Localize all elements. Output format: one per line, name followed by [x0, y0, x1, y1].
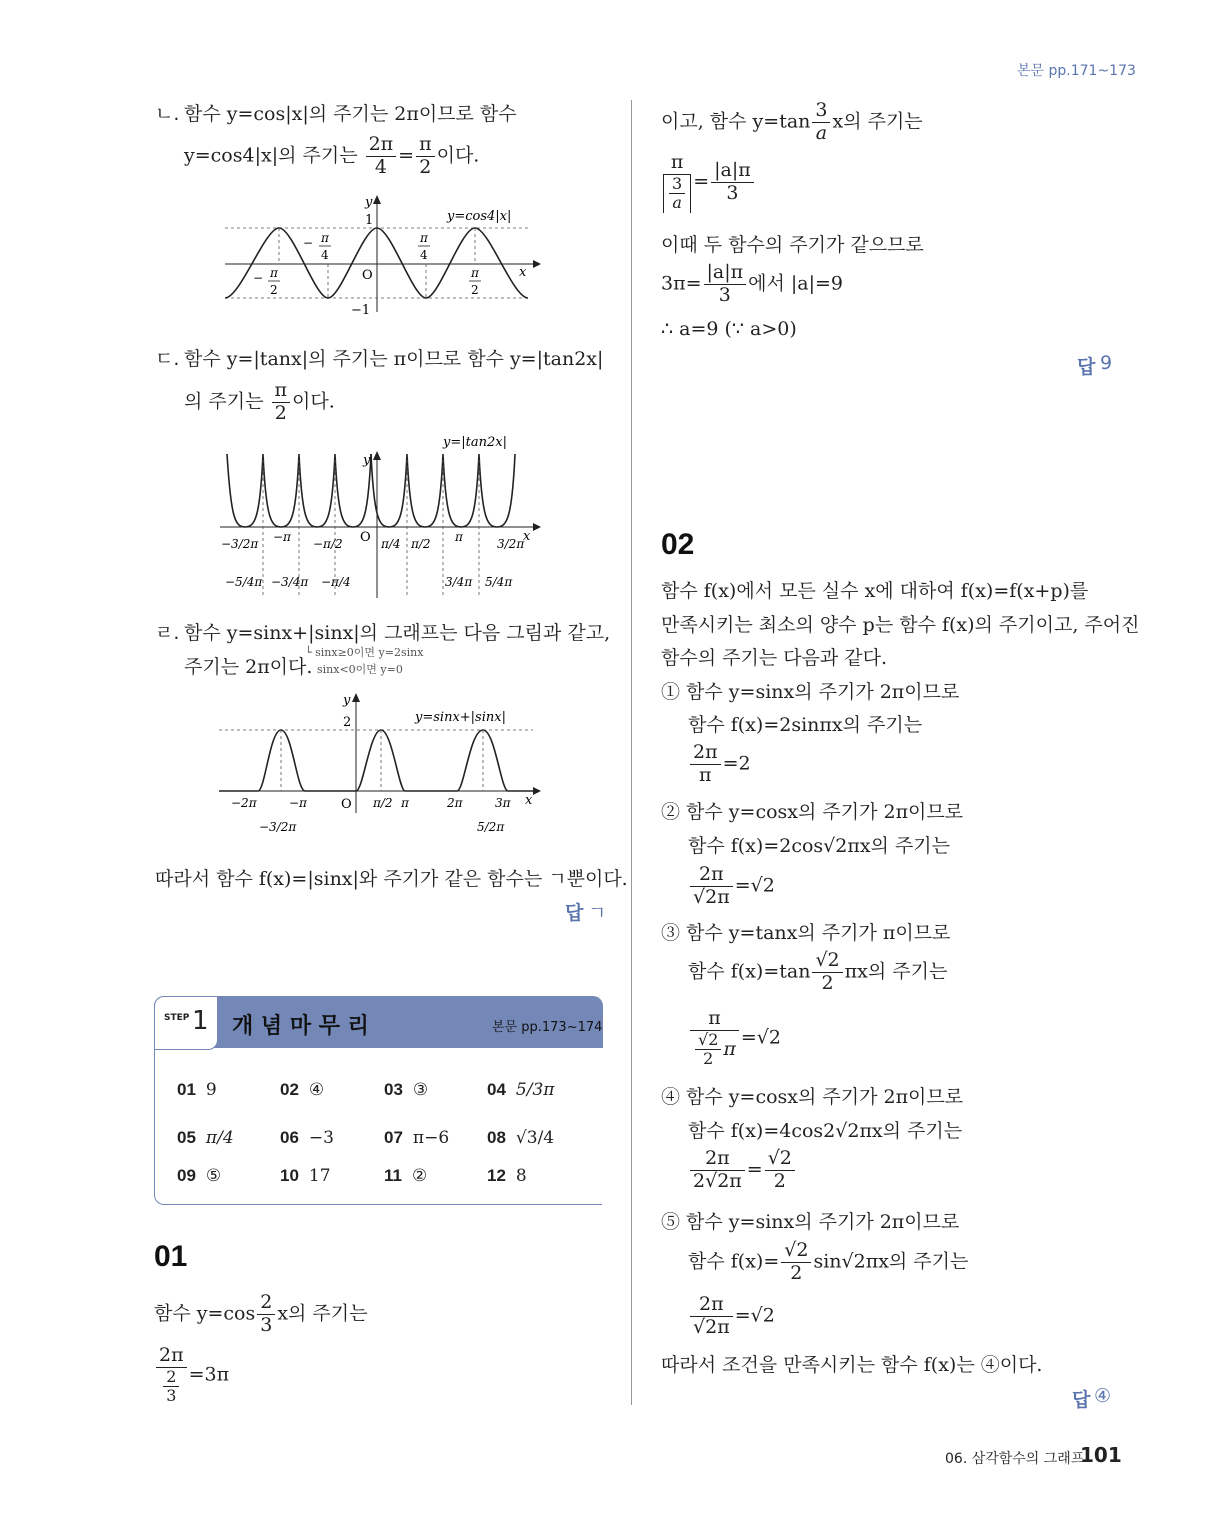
tick-den: 4: [321, 248, 329, 262]
fraction: [704, 262, 747, 307]
frac-num: 2π: [690, 864, 733, 887]
frac-num: π: [272, 380, 291, 403]
answer-item: [487, 1166, 527, 1186]
tick-label: −3/4π: [271, 575, 309, 589]
pi-symbol: π: [270, 266, 278, 280]
equals-sign: =: [398, 144, 415, 167]
right-same-period: 이때 두 함수의 주기가 같으므로: [661, 234, 924, 256]
fraction: [690, 1008, 739, 1069]
tick-label-2: 2: [343, 715, 352, 730]
frac-den: 2: [419, 155, 432, 178]
answer-no: 03: [384, 1080, 403, 1099]
nested-fraction: [669, 175, 685, 213]
tick-label: −5/4π: [225, 575, 263, 589]
answer-no: 09: [177, 1166, 196, 1185]
graph-cos4abs: [215, 192, 545, 322]
frac-num: |a|π: [704, 262, 747, 285]
p01-text-a: 함수 y=cos: [154, 1302, 256, 1325]
choice-2-line2: 함수 f(x)=2cos√2πx의 주기는: [688, 835, 951, 857]
text-b: πx의 주기는: [844, 960, 948, 983]
answer-item: [280, 1128, 334, 1148]
graph-sin-plus-abs-sin: [215, 688, 545, 850]
item-n-text-b: 이다.: [436, 144, 480, 167]
guide-lines: [281, 730, 483, 791]
step-title: 개 념 마 무 리: [232, 1014, 369, 1039]
frac-den: 3: [260, 1313, 273, 1336]
item-n-line2: [184, 134, 479, 179]
choice-1-line2: 함수 f(x)=2sinπx의 주기는: [688, 714, 923, 736]
result: =√2: [740, 1026, 781, 1049]
tick-label: −π: [289, 796, 307, 810]
p02-intro3: 함수의 주기는 다음과 같다.: [661, 647, 888, 669]
frac-num: 2: [257, 1292, 275, 1315]
step-number: 1: [192, 1006, 209, 1036]
frac-den: 3: [166, 1386, 177, 1406]
x-axis-arrow-icon: [533, 523, 541, 531]
item-d-label: ㄷ.: [155, 348, 180, 370]
fraction: [812, 100, 830, 145]
tick-den: 2: [270, 283, 278, 297]
frac-den: √2π: [693, 885, 730, 908]
frac-den: [663, 175, 691, 213]
frac-num: √2: [812, 950, 842, 973]
x-axis-label: x: [519, 265, 527, 280]
fraction: [812, 950, 842, 995]
frac-den: 3: [726, 181, 739, 204]
text-a: 함수 f(x)=tan: [688, 960, 811, 983]
problem-01-tag: 01: [154, 1240, 188, 1273]
fraction: [690, 742, 721, 787]
footer-chapter: 06. 삼각함수의 그래프: [945, 1451, 1085, 1467]
answer-item: [280, 1166, 331, 1186]
tick-label: −3/2π: [259, 820, 297, 834]
frac-num: √2: [781, 1240, 811, 1263]
y-axis-label: y: [365, 195, 373, 210]
x-axis-label: x: [523, 529, 531, 544]
item-n-line1: 함수 y=cos|x|의 주기는 2π이므로 함수: [184, 103, 517, 125]
right-eq2: [661, 262, 843, 307]
item-r-label: ㄹ.: [155, 622, 180, 644]
p02-intro2: 만족시키는 최소의 양수 p는 함수 f(x)의 주기이고, 주어진: [661, 614, 1140, 636]
frac-num: 3: [669, 175, 685, 194]
text-a: 함수 f(x)=: [688, 1250, 780, 1273]
choice-3-calc: [688, 1008, 781, 1069]
tick-label: −3/2π: [221, 537, 259, 551]
frac-num: √2: [765, 1148, 795, 1171]
y-axis-arrow-icon: [352, 693, 360, 702]
cont-text-a: 이고, 함수 y=tan: [661, 110, 811, 133]
tick-label: π: [401, 796, 409, 810]
curve-label: y=|tan2x|: [443, 435, 507, 450]
right-eq1: $\frac{\pi}{\frac{3}{a}}$ = $\frac{|a|\pi}{3}$: [661, 152, 756, 213]
frac-den: 2: [790, 1261, 803, 1284]
answer-val: −3: [308, 1128, 334, 1148]
frac-den: 3: [718, 283, 731, 306]
frac-num: π: [663, 152, 691, 175]
step1-body: [154, 1044, 602, 1205]
frac-num: 2π: [690, 1148, 745, 1171]
frac-num: 2π: [690, 1294, 733, 1317]
tick-label: 2π: [447, 796, 463, 810]
tick-label: −π: [273, 530, 291, 544]
frac-den: [156, 1368, 187, 1406]
answer-item: [177, 1080, 217, 1100]
tick-pi-over-2: [469, 266, 481, 297]
fraction: [765, 1148, 795, 1193]
answer-val: ②: [411, 1166, 428, 1186]
note-line1: └ sinx≥0이면 y=2sinx: [305, 646, 424, 659]
answer-item: [177, 1128, 234, 1148]
fraction: [690, 1148, 745, 1193]
answer-val: 5/3π: [515, 1080, 555, 1100]
choice-1-line1: ① 함수 y=sinx의 주기가 2π이므로: [661, 681, 960, 703]
answer-val: 9: [205, 1080, 217, 1100]
answer-no: 06: [280, 1128, 299, 1147]
fraction: [781, 1240, 811, 1285]
tick-label: −2π: [231, 796, 257, 810]
tick-den: 4: [420, 248, 428, 262]
answer-no: 10: [280, 1166, 299, 1185]
tick-label-1: 1: [365, 213, 374, 228]
tick-label: π/4: [381, 537, 401, 551]
tan-curves: [227, 454, 515, 527]
pi-symbol: π: [420, 231, 428, 245]
frac-num: 2π: [156, 1345, 187, 1368]
tick-label: 3/2π: [497, 537, 525, 551]
sine-curve: [219, 730, 533, 791]
answer-val: ⑤: [205, 1166, 222, 1186]
frac-den: 2√2π: [693, 1169, 742, 1192]
answer-item: [177, 1166, 221, 1186]
p01-result: =3π: [188, 1363, 230, 1386]
answer-val: 8: [515, 1166, 527, 1186]
tick-neg-pi-over-2: [253, 266, 280, 297]
answer-val: ③: [412, 1080, 429, 1100]
problem-01-calc: [154, 1345, 229, 1406]
y-axis-label: y: [343, 693, 351, 708]
frac-den: π: [699, 763, 712, 786]
nested-fraction: [163, 1368, 179, 1406]
eq2-text-b: 에서 |a|=9: [748, 272, 844, 295]
fraction: [272, 380, 291, 425]
cont-text-b: x의 주기는: [832, 110, 923, 133]
answer-no: 12: [487, 1166, 506, 1185]
eq2-text-a: 3π=: [661, 272, 702, 295]
origin-label: O: [362, 268, 373, 283]
tick-label: 3/4π: [445, 575, 473, 589]
frac-den: 2: [773, 1169, 786, 1192]
text-b: sin√2πx의 주기는: [813, 1250, 969, 1273]
result: =√2: [734, 874, 775, 897]
tick-label: −π/2: [313, 537, 343, 551]
fraction: [663, 152, 691, 213]
pi-symbol: π: [723, 1037, 736, 1060]
choice-4-line1: ④ 함수 y=cosx의 주기가 2π이므로: [661, 1086, 964, 1108]
pi-symbol: π: [321, 231, 329, 245]
note-line2: sinx<0이면 y=0: [317, 663, 403, 676]
pi-symbol: π: [471, 266, 479, 280]
choice-4-calc: [688, 1148, 797, 1193]
answer-no: 05: [177, 1128, 196, 1147]
item-r-line1: 함수 y=sinx+|sinx|의 그래프는 다음 그림과 같고,: [184, 622, 611, 644]
result: =√2: [734, 1304, 775, 1327]
frac-num: √2: [695, 1031, 721, 1050]
frac-num: |a|π: [711, 160, 754, 183]
tick-label: π: [455, 530, 463, 544]
answer-val: π/4: [205, 1128, 234, 1148]
frac-num: π: [416, 134, 435, 157]
tick-label-minus1: −1: [351, 303, 371, 318]
frac-den: a: [672, 193, 682, 213]
frac-den: 2: [821, 971, 834, 994]
choice-3-line1: ③ 함수 y=tanx의 주기가 π이므로: [661, 922, 951, 944]
frac-num: 2π: [690, 742, 721, 765]
left-conclusion: 따라서 함수 f(x)=|sinx|와 주기가 같은 함수는 ㄱ뿐이다.: [155, 868, 628, 890]
curve-label: y=cos4|x|: [447, 209, 512, 224]
fraction: [711, 160, 754, 205]
p01-text-b: x의 주기는: [277, 1302, 368, 1325]
tick-label: π/2: [373, 796, 393, 810]
footer-page-number: 101: [1080, 1443, 1122, 1467]
answer-label: 답: [1077, 356, 1096, 378]
step1-answer-box: [154, 996, 603, 1209]
item-d-text-b: 이다.: [292, 390, 335, 413]
frac-den: [690, 1031, 739, 1069]
answer-value: 9: [1100, 352, 1113, 374]
problem-02-tag: 02: [661, 528, 695, 561]
y-axis-arrow-icon: [373, 195, 381, 204]
choice-5-line1: ⑤ 함수 y=sinx의 주기가 2π이므로: [661, 1211, 960, 1233]
item-n-label: ㄴ.: [155, 103, 180, 125]
frac-den: 2: [274, 401, 287, 424]
minus-sign: −: [253, 271, 264, 285]
answer-val: ④: [308, 1080, 325, 1100]
answer-no: 11: [384, 1166, 402, 1185]
column-divider: [631, 100, 632, 1405]
x-axis-label: x: [525, 793, 533, 808]
answer-val: π−6: [412, 1128, 450, 1148]
choice-2-line1: ② 함수 y=cosx의 주기가 2π이므로: [661, 801, 964, 823]
curve-label: y=sinx+|sinx|: [415, 710, 506, 725]
answer-item: [487, 1080, 554, 1100]
answer-no: 01: [177, 1080, 196, 1099]
tick-label: 3π: [495, 796, 511, 810]
tick-neg-pi-over-4: [303, 231, 331, 262]
step-ref: 본문 pp.173~174: [492, 1020, 603, 1035]
header-ref: 본문 pp.171~173: [1017, 63, 1136, 79]
y-axis-label: y: [363, 453, 371, 468]
item-n-text-a: y=cos4|x|의 주기는: [184, 144, 358, 167]
nested-fraction: [695, 1031, 721, 1069]
choice-2-calc: [688, 864, 775, 909]
equals-sign: =: [746, 1158, 763, 1181]
frac-num: 2π: [366, 134, 397, 157]
step-word: STEP: [164, 1013, 190, 1023]
frac-den: a: [815, 121, 828, 144]
frac-den: 2: [703, 1049, 714, 1069]
choice-5-calc: [688, 1294, 775, 1339]
fraction: [156, 1345, 187, 1406]
choice-1-calc: [688, 742, 751, 787]
right-cont-line1: [661, 100, 923, 145]
tick-pi-over-4: [418, 231, 430, 262]
problem-01-line1: [154, 1292, 368, 1337]
tick-label: −π/4: [321, 575, 351, 589]
item-d-text-a: 의 주기는: [184, 390, 264, 413]
answer-item: [384, 1166, 427, 1186]
origin-label: O: [360, 530, 371, 545]
answer-value: ④: [1094, 1385, 1112, 1407]
answer-no: 02: [280, 1080, 299, 1099]
result: =2: [722, 752, 751, 775]
frac-den: √2π: [693, 1315, 730, 1338]
fraction: [416, 134, 435, 179]
tick-label: 5/4π: [485, 575, 513, 589]
y-axis-arrow-icon: [373, 451, 381, 460]
x-axis-arrow-icon: [533, 787, 541, 795]
choice-5-line2: [688, 1240, 968, 1285]
x-axis-arrow-icon: [533, 260, 541, 268]
answer-item: [384, 1080, 428, 1100]
answer-no: 07: [384, 1128, 403, 1147]
origin-label: O: [341, 797, 352, 812]
answer-no: 08: [487, 1128, 506, 1147]
graph-abs-tan2x: [215, 428, 545, 600]
answer-item: [487, 1128, 554, 1148]
answer-no: 04: [487, 1080, 506, 1099]
tick-den: 2: [471, 283, 479, 297]
item-r-line2: 주기는 2π이다.: [184, 656, 313, 678]
answer-label: 답: [565, 902, 584, 924]
p02-conclusion: 따라서 조건을 만족시키는 함수 f(x)는 ④이다.: [661, 1354, 1043, 1376]
answer-item: [280, 1080, 324, 1100]
item-d-line2: [184, 380, 335, 425]
answer-value: ㄱ: [588, 902, 607, 924]
frac-num: π: [690, 1008, 739, 1031]
p02-intro1: 함수 f(x)에서 모든 실수 x에 대하여 f(x)=f(x+p)를: [661, 580, 1089, 602]
frac-num: 3: [812, 100, 830, 123]
choice-4-line2: 함수 f(x)=4cos2√2πx의 주기는: [688, 1120, 963, 1142]
right-eq3: ∴ a=9 (∵ a>0): [661, 318, 797, 340]
item-d-line1: 함수 y=|tanx|의 주기는 π이므로 함수 y=|tan2x|: [184, 348, 604, 370]
answer-val: 17: [308, 1166, 331, 1186]
fraction: [366, 134, 397, 179]
fraction: [257, 1292, 275, 1337]
frac-den: 4: [374, 155, 387, 178]
tick-label: π/2: [411, 537, 431, 551]
answer-val: √3/4: [515, 1128, 555, 1148]
frac-num: 2: [163, 1368, 179, 1387]
answer-label: 답: [1072, 1389, 1091, 1411]
answer-item: [384, 1128, 449, 1148]
fraction: [690, 1294, 733, 1339]
choice-3-line2: [688, 950, 947, 995]
tick-label: 5/2π: [477, 820, 505, 834]
fraction: [690, 864, 733, 909]
minus-sign: −: [303, 236, 314, 250]
